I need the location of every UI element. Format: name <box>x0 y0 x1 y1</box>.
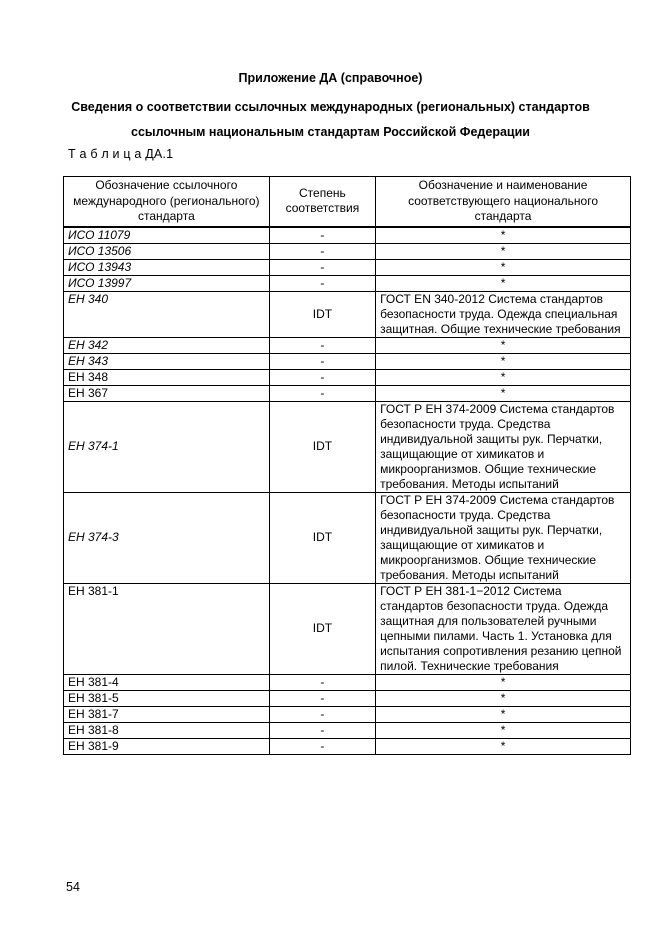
cell-ref-standard: ЕН 367 <box>64 385 270 401</box>
cell-national-standard: * <box>376 722 631 738</box>
cell-national-standard: * <box>376 369 631 385</box>
cell-ref-standard: ЕН 381-1 <box>64 583 270 674</box>
cell-ref-standard: ИСО 11079 <box>64 227 270 244</box>
cell-national-standard: * <box>376 243 631 259</box>
cell-national-standard: * <box>376 706 631 722</box>
cell-ref-standard: ЕН 348 <box>64 369 270 385</box>
cell-national-standard: ГОСТ Р ЕН 374-2009 Система стандартов безопасности труда. Средства индивидуальной защиты рук. Перчатки, защищающие от химикатов и микроорганизмов. Общие технические требования. Методы испытаний <box>376 492 631 583</box>
cell-national-standard: ГОСТ EN 340-2012 Система стандартов безопасности труда. Одежда специальная защитная. Общие технические требования <box>376 291 631 337</box>
cell-ref-standard: ЕН 381-4 <box>64 674 270 690</box>
table-row <box>64 275 631 291</box>
table-row <box>64 337 631 353</box>
table-row <box>64 259 631 275</box>
table-row <box>64 674 631 690</box>
cell-degree: IDT <box>269 401 375 492</box>
cell-ref-standard: ИСО 13943 <box>64 259 270 275</box>
table-row <box>64 583 631 674</box>
table-row <box>64 385 631 401</box>
header-degree: Степень соответствия <box>269 177 375 227</box>
cell-national-standard: * <box>376 227 631 244</box>
cell-national-standard: * <box>376 259 631 275</box>
table-row <box>64 690 631 706</box>
table-row <box>64 706 631 722</box>
table-row <box>64 227 631 244</box>
cell-ref-standard: ЕН 381-5 <box>64 690 270 706</box>
cell-degree: - <box>269 369 375 385</box>
cell-degree: - <box>269 690 375 706</box>
cell-degree: - <box>269 353 375 369</box>
cell-ref-standard: ЕН 381-9 <box>64 738 270 754</box>
cell-degree: - <box>269 275 375 291</box>
cell-degree: IDT <box>269 492 375 583</box>
cell-national-standard: ГОСТ Р ЕН 374-2009 Система стандартов безопасности труда. Средства индивидуальной защиты рук. Перчатки, защищающие от химикатов и микроорганизмов. Общие технические требования. Методы испытаний <box>376 401 631 492</box>
table-row <box>64 291 631 337</box>
cell-national-standard: * <box>376 353 631 369</box>
header-ref-standard: Обозначение ссылочного международного (регионального) стандарта <box>64 177 270 227</box>
cell-ref-standard: ИСО 13506 <box>64 243 270 259</box>
table-row <box>64 722 631 738</box>
cell-national-standard: ГОСТ Р ЕН 381-1−2012 Система стандартов безопасности труда. Одежда защитная для пользователей ручными цепными пилами. Часть 1. Установка для испытания сопротивления резанию цепной пилой. Технические требования <box>376 583 631 674</box>
cell-ref-standard: ЕН 374-1 <box>64 401 270 492</box>
cell-ref-standard: ЕН 340 <box>64 291 270 337</box>
cell-degree: - <box>269 385 375 401</box>
cell-national-standard: * <box>376 738 631 754</box>
cell-degree: - <box>269 243 375 259</box>
cell-degree: - <box>269 722 375 738</box>
cell-national-standard: * <box>376 674 631 690</box>
table-caption: Т а б л и ц а ДА.1 <box>68 147 174 161</box>
appendix-heading: Приложение ДА (справочное) <box>238 71 423 85</box>
table-row <box>64 243 631 259</box>
cell-degree: - <box>269 674 375 690</box>
cell-ref-standard: ЕН 374-3 <box>64 492 270 583</box>
cell-ref-standard: ЕН 343 <box>64 353 270 369</box>
table-header-row <box>64 177 631 227</box>
subtitle-line-2: ссылочным национальным стандартам Российской Федерации <box>131 125 530 139</box>
cell-ref-standard: ЕН 381-8 <box>64 722 270 738</box>
table-row <box>64 738 631 754</box>
cell-degree: IDT <box>269 291 375 337</box>
cell-ref-standard: ЕН 381-7 <box>64 706 270 722</box>
table-row <box>64 353 631 369</box>
page-number: 54 <box>66 880 80 894</box>
header-national-standard: Обозначение и наименование соответствующего национального стандарта <box>376 177 631 227</box>
cell-degree: - <box>269 259 375 275</box>
cell-degree: - <box>269 706 375 722</box>
cell-national-standard: * <box>376 690 631 706</box>
cell-ref-standard: ЕН 342 <box>64 337 270 353</box>
cell-national-standard: * <box>376 385 631 401</box>
table-row <box>64 492 631 583</box>
cell-degree: IDT <box>269 583 375 674</box>
cell-degree: - <box>269 337 375 353</box>
correspondence-table <box>63 176 631 755</box>
cell-national-standard: * <box>376 337 631 353</box>
subtitle-line-1: Сведения о соответствии ссылочных международных (региональных) стандартов <box>71 100 590 114</box>
table-row <box>64 369 631 385</box>
cell-degree: - <box>269 738 375 754</box>
cell-ref-standard: ИСО 13997 <box>64 275 270 291</box>
cell-degree: - <box>269 227 375 244</box>
table-row <box>64 401 631 492</box>
cell-national-standard: * <box>376 275 631 291</box>
